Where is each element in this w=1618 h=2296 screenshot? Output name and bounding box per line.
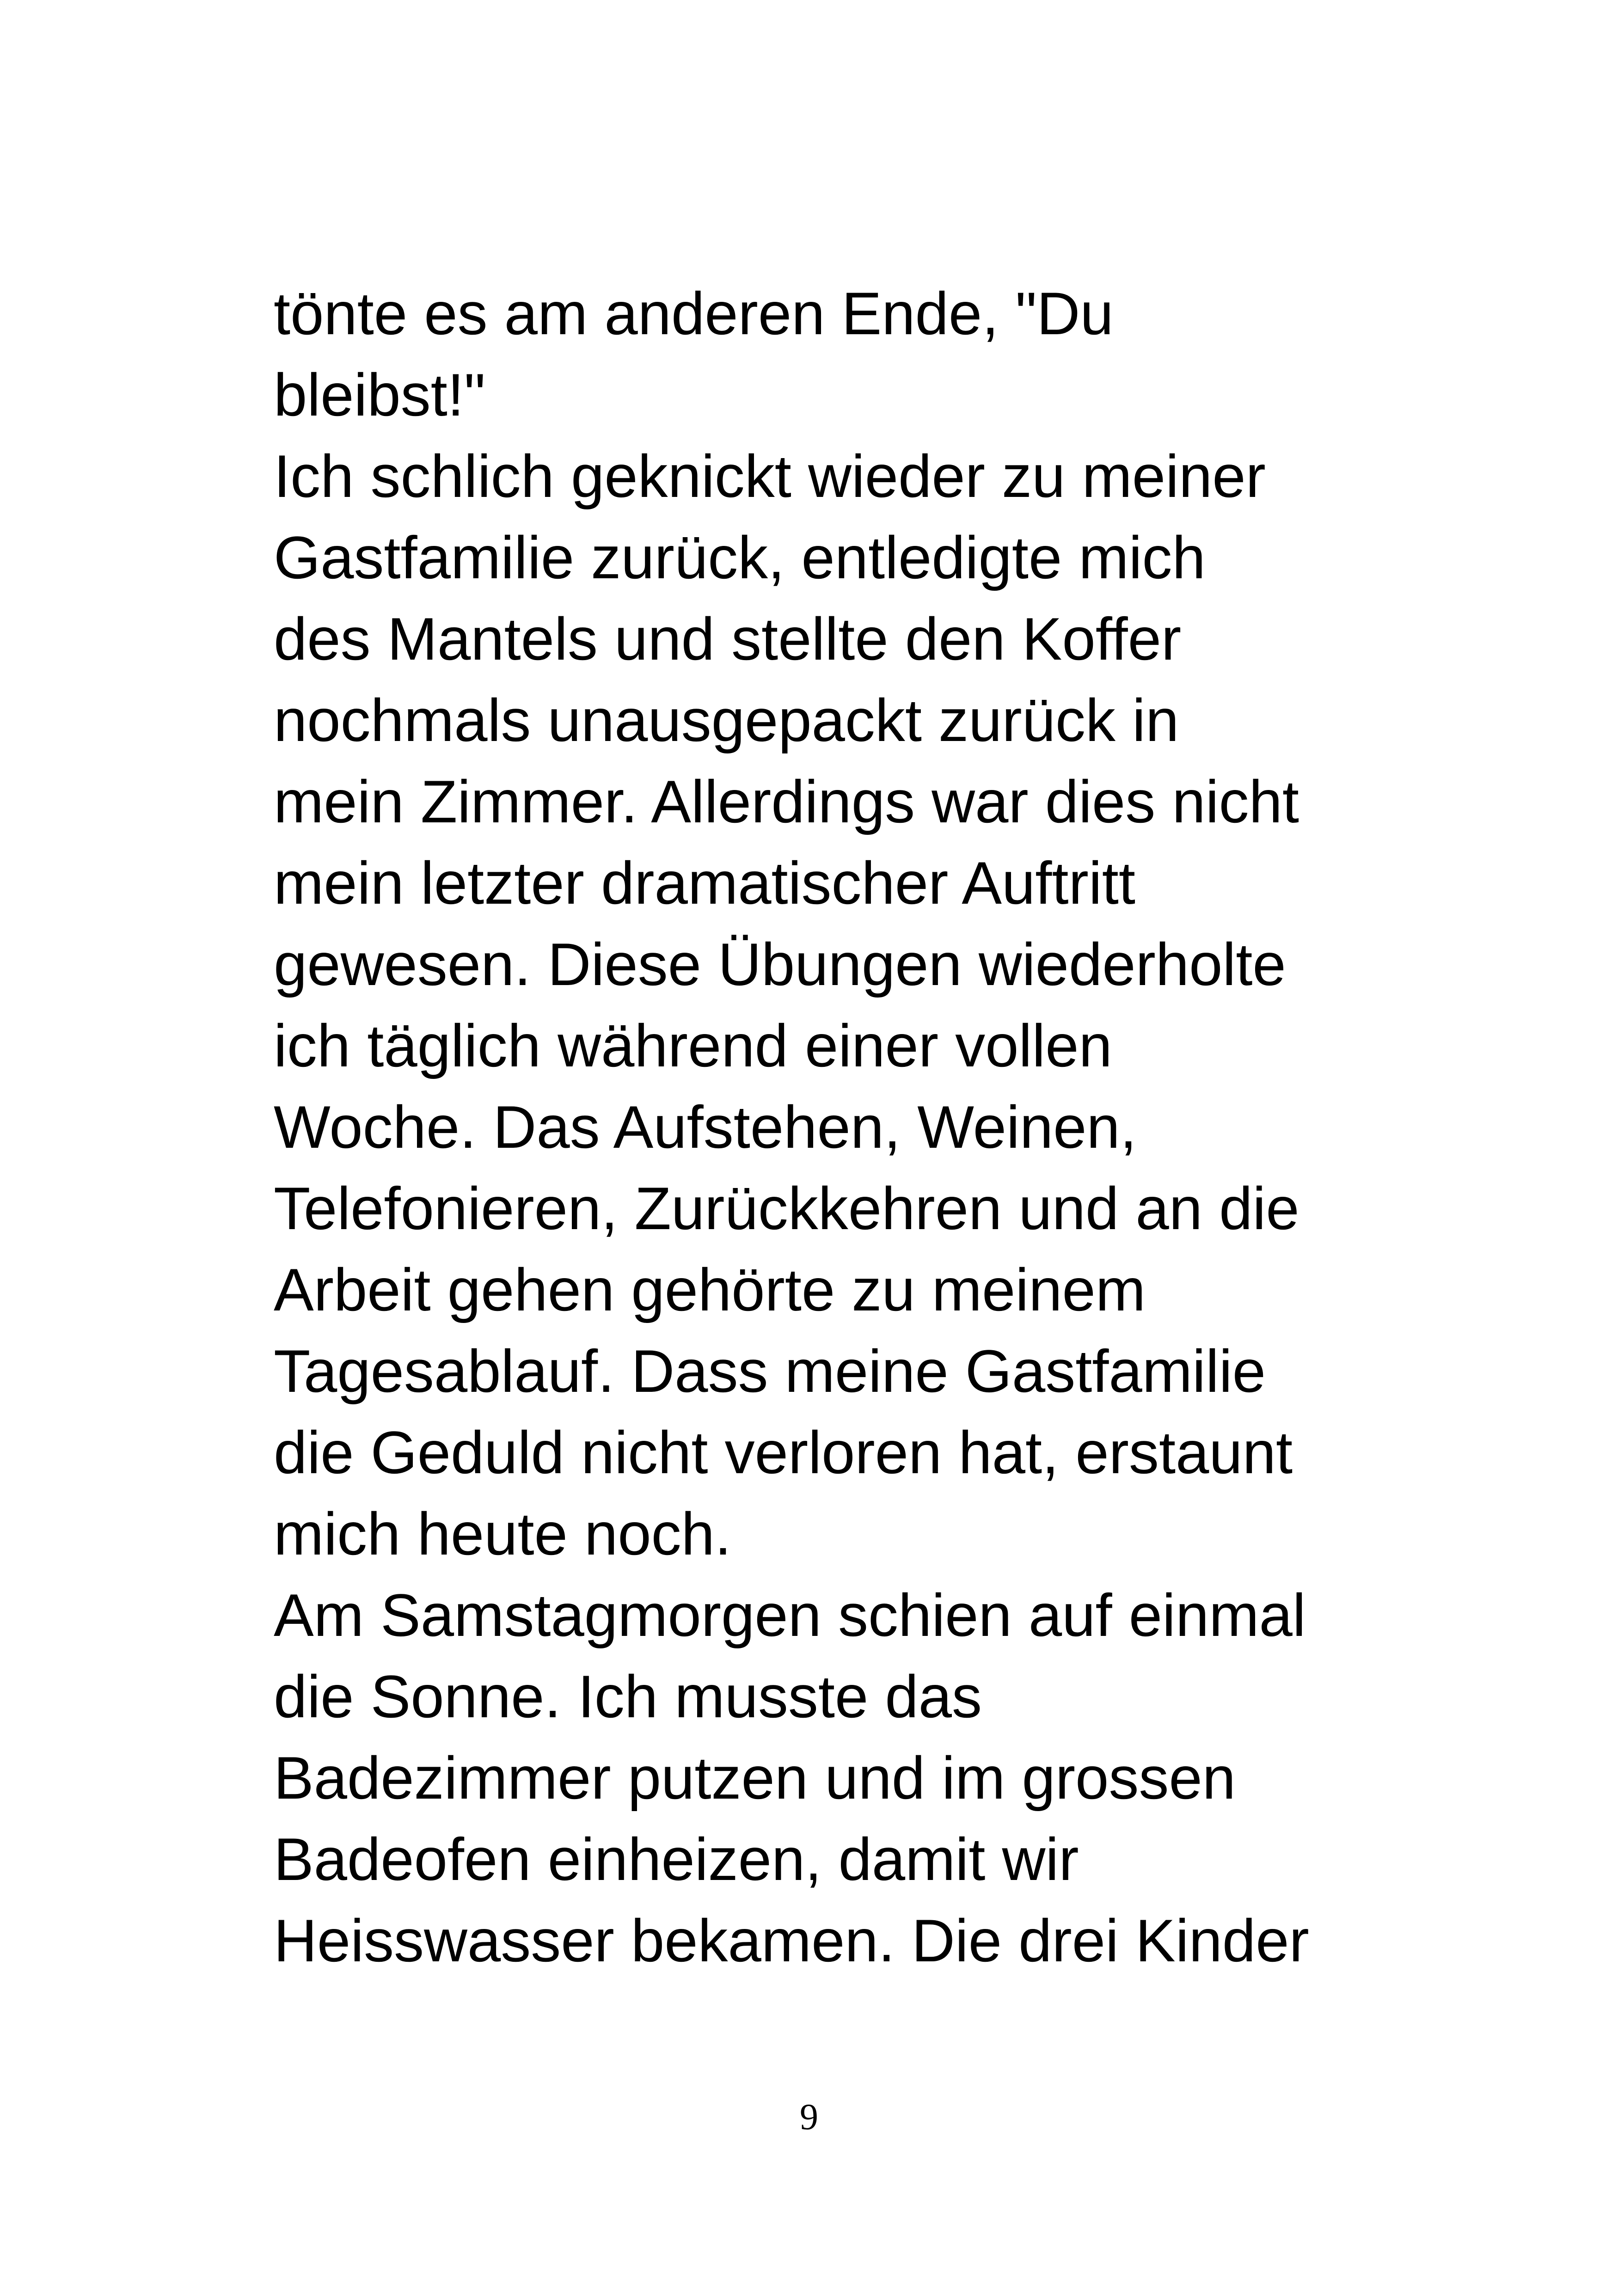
text-line: Tagesablauf. Dass meine Gastfamilie xyxy=(274,1337,1266,1405)
text-line: Am Samstagmorgen schien auf einmal xyxy=(274,1581,1306,1649)
text-line: des Mantels und stellte den Koffer xyxy=(274,605,1182,673)
text-line: gewesen. Diese Übungen wiederholte xyxy=(274,931,1286,998)
text-line: mein letzter dramatischer Auftritt xyxy=(274,849,1135,917)
text-line: Arbeit gehen gehörte zu meinem xyxy=(274,1256,1146,1323)
text-line: Badeofen einheizen, damit wir xyxy=(274,1825,1079,1893)
text-line: Heisswasser bekamen. Die drei Kinder xyxy=(274,1907,1309,1974)
text-line: Woche. Das Aufstehen, Weinen, xyxy=(274,1093,1137,1161)
text-line: Gastfamilie zurück, entledigte mich xyxy=(274,524,1206,591)
text-line: die Sonne. Ich musste das xyxy=(274,1663,982,1730)
text-line: Ich schlich geknickt wieder zu meiner xyxy=(274,442,1266,510)
text-line: mich heute noch. xyxy=(274,1500,732,1567)
page-number: 9 xyxy=(800,2097,818,2137)
body-text xyxy=(274,273,1605,1981)
text-line: ich täglich während einer vollen xyxy=(274,1012,1112,1079)
text-line: die Geduld nicht verloren hat, erstaunt xyxy=(274,1419,1293,1486)
text-line: Badezimmer putzen und im grossen xyxy=(274,1744,1236,1812)
text-line: tönte es am anderen Ende, "Du xyxy=(274,280,1114,347)
text-line: nochmals unausgepackt zurück in xyxy=(274,686,1179,754)
text-line: Telefonieren, Zurückkehren und an die xyxy=(274,1175,1299,1242)
text-line: mein Zimmer. Allerdings war dies nicht xyxy=(274,768,1299,835)
text-line: bleibst!" xyxy=(274,361,486,429)
